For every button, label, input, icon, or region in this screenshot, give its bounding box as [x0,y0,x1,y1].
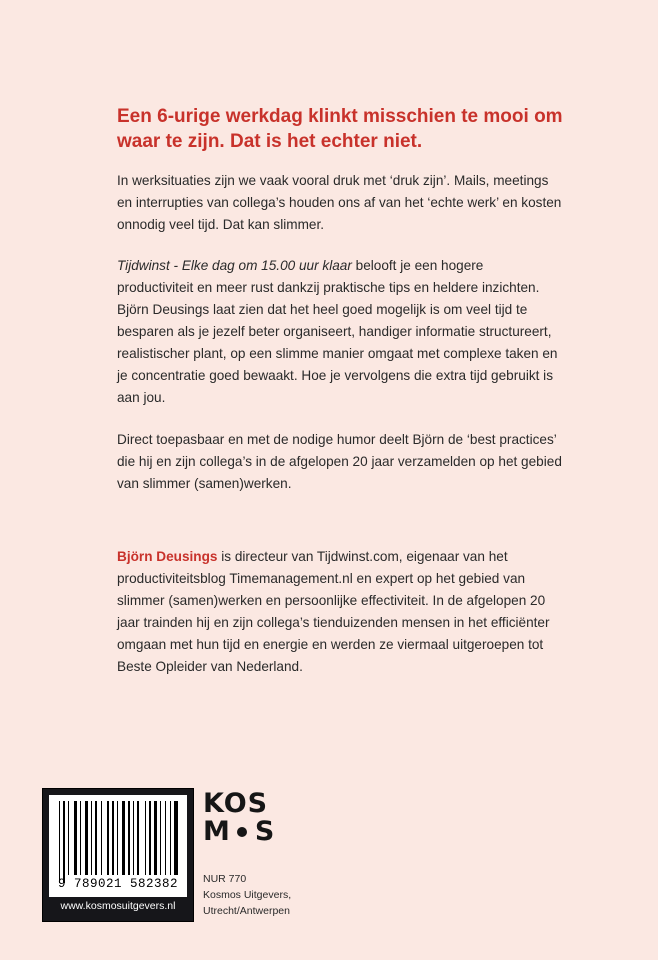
description-text: belooft je een hogere productiviteit en meer rust dankzij praktische tips en heldere inzichten. Björn Deusings laat zien dat het heel goed mogelijk is om veel tijd te besparen als je jezelf beter organiseert, handiger informatie structureert, realistischer plant, op een slimme manier omgaat met complexe taken en je concentratie goed bewaakt. Hoe je vervolgens die extra tijd gebruikt is aan jou. [117,258,558,405]
logo-dot [237,827,247,837]
barcode-bar [128,801,130,875]
barcode-bar [95,801,97,875]
barcode-bar [165,801,166,875]
barcode-bar [145,801,146,875]
barcode-bar [112,801,114,875]
barcode-bar [91,801,92,875]
barcode-bar [160,801,161,875]
logo-line-1: KOS [203,788,269,819]
author-bio [117,546,562,678]
barcode-bar [59,801,60,883]
publisher-name: Kosmos Uitgevers, [203,889,292,901]
barcode-bar [74,801,76,875]
logo-letter-s: S [254,816,276,847]
barcode-bar [80,801,81,875]
description-paragraph [117,255,562,409]
book-title: Tijdwinst - Elke dag om 15.00 uur klaar [117,258,352,273]
intro-paragraph: In werksituaties zijn we vaak vooral druk met ‘druk zijn’. Mails, meetings en interrupties van collega’s houden ons af van het ‘echte werk’ en kosten onnodig veel tijd. Dat kan slimmer. [117,173,562,232]
barcode-bar [133,801,134,875]
barcode-bar [117,801,118,875]
barcode-bar [149,801,151,875]
barcode-bar [154,801,157,875]
publisher-url: www.kosmosuitgevers.nl [60,900,176,912]
nur-code: NUR 770 [203,873,247,885]
headline: Een 6-urige werkdag klinkt misschien te mooi om waar te zijn. Dat is het echter niet. [117,106,563,152]
barcode-bar [174,801,177,875]
kosmos-logo [203,790,283,846]
barcode-bar [137,801,139,875]
barcode-bar [122,801,125,875]
publisher-location: Utrecht/Antwerpen [203,905,290,917]
publisher-info [203,871,291,919]
barcode-bar [107,801,108,875]
barcode-bar [68,801,69,875]
barcode-bar [101,801,102,875]
summary-paragraph: Direct toepasbaar en met de nodige humor deelt Björn de ‘best practices’ die hij en zijn collega’s in de afgelopen 20 jaar verzamelden op het gebied van slimmer (samen)werken. [117,432,562,491]
barcode-bar [170,801,171,875]
barcode-bar [63,801,65,883]
barcode-block [42,788,194,922]
barcode [49,795,187,897]
author-bio-text: is directeur van Tijdwinst.com, eigenaar van het productiviteitsblog Timemanagement.nl en expert op het gebied van slimmer (samen)werken en persoonlijke effectiviteit. In de afgelopen 20 jaar trainden hij en zijn collega’s tienduizenden mensen in het efficiënter omgaan met hun tijd en energie en werden ze viermaal uitgeroepen tot Beste Opleider van Nederland. [117,549,550,674]
barcode-bars [59,801,177,883]
logo-letter-m: M [203,816,231,847]
barcode-bar [85,801,88,875]
author-name: Björn Deusings [117,549,218,564]
isbn-number: 9 789021 582382 [57,877,179,891]
logo-line-2 [203,818,283,846]
